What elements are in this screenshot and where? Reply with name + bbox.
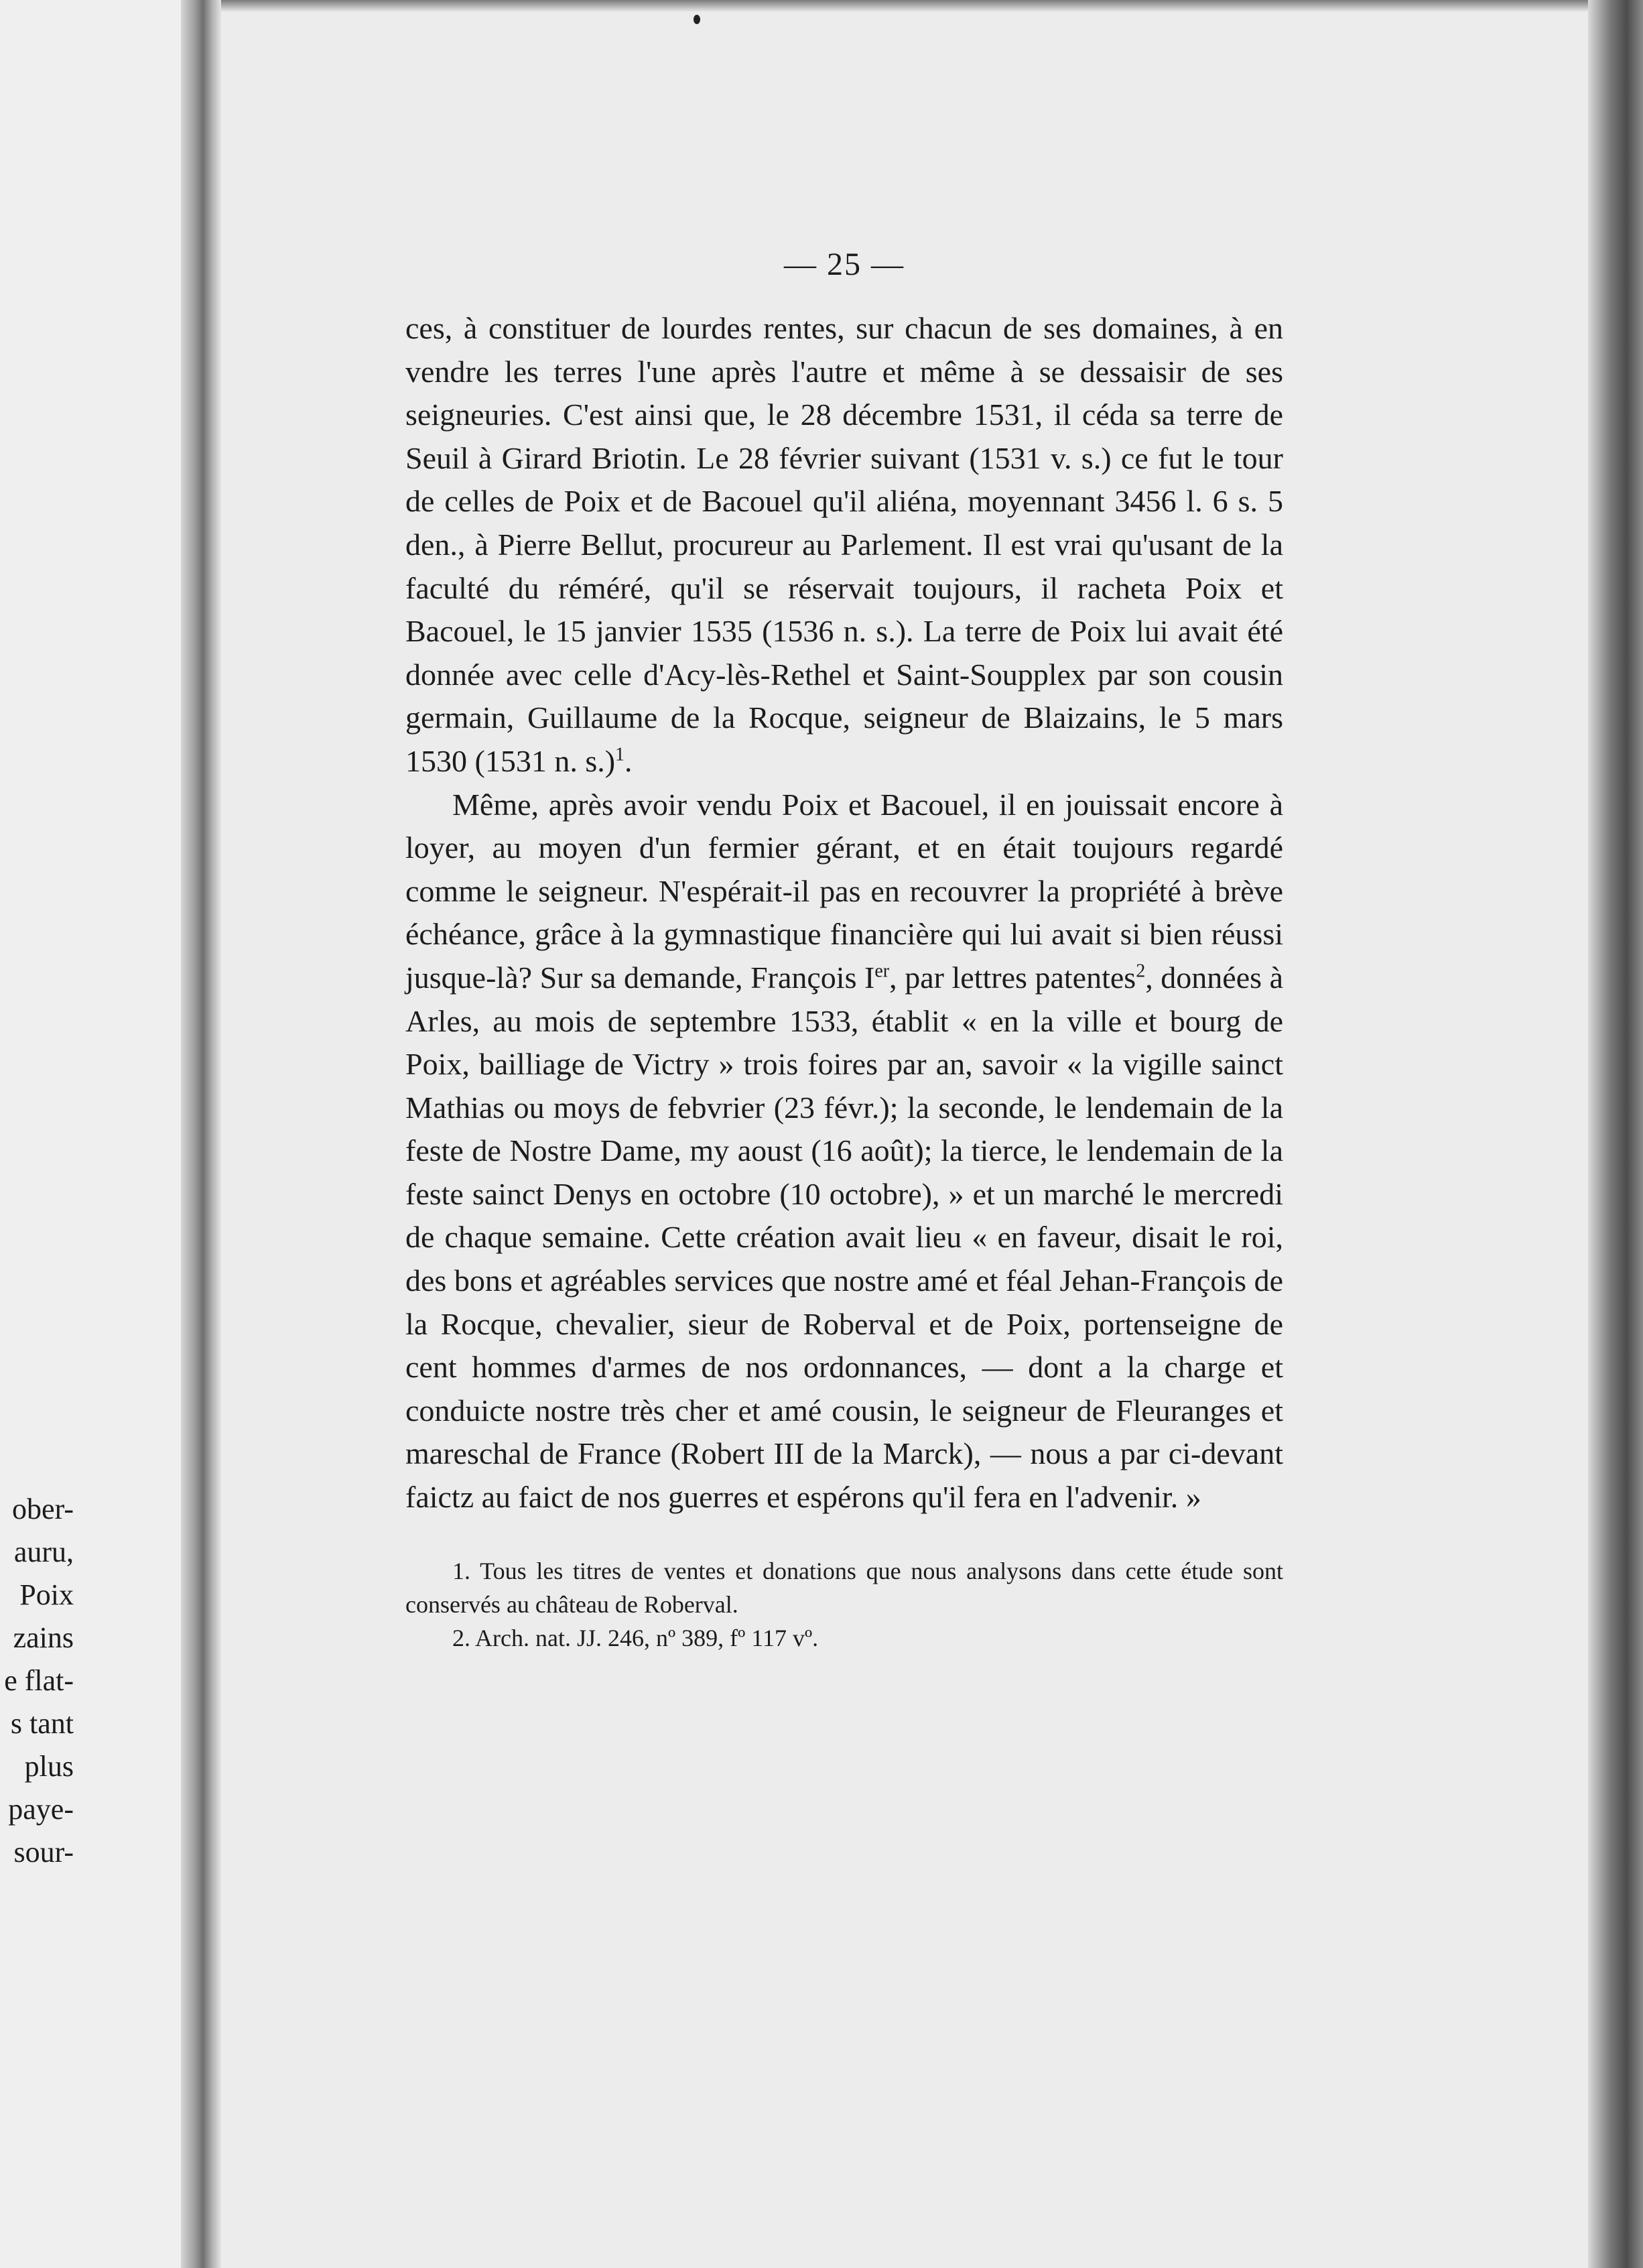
paragraph-text: , données à Arles, au mois de septembre 1533, établit « en la ville et bourg de Poix, bailliage de Victry » trois foires par an, savoir « la vigille sainct Mathias ou moys de febvrier (23 févr.); la seconde, le lendemain de la feste de Nostre Dame, my aoust (16 août); la tierce, le lendemain de la feste sainct Denys en octobre (10 octobre), » et un marché le mercredi de chaque semaine. Cette création avait lieu « en faveur, disait le roi, des bons et agréables services que nostre amé et féal Jehan-François de la Rocque, chevalier, sieur de Roberval et de Poix, portenseigne de cent hommes d'armes de nos ordonnances, — dont a la charge et conduicte nostre très cher et amé cousin, le seigneur de Fleuranges et mareschal de France (Robert III de la Marck), — nous a par ci-devant faictz au faict de nos guerres et espérons qu'il fera en l'advenir. » — [405, 960, 1283, 1515]
footnote: 1. Tous les titres de ventes et donations que nous analysons dans cette étude sont conservés au château de Roberval. — [405, 1557, 1283, 1618]
paragraph-text: , par lettres patentes — [889, 960, 1136, 995]
page-number: — 25 — — [784, 247, 905, 282]
page-right-edge — [1588, 0, 1643, 2268]
book-gutter — [181, 0, 221, 2268]
ink-mark — [694, 15, 700, 24]
previous-page-line: sour- — [13, 1836, 74, 1869]
footnote-ref: 2 — [1136, 960, 1146, 982]
previous-page-line: e flat- — [4, 1664, 74, 1697]
previous-page-text — [0, 1488, 74, 1874]
paragraph-text: ces, à constituer de lourdes rentes, sur chacun de ses domaines, à en vendre les terres l'une après l'autre et même à se dessaisir de ses seigneuries. C'est ainsi que, le 28 décembre 1531, il céda sa terre de Seuil à Girard Briotin. Le 28 février suivant (1531 v. s.) ce fut le tour de celles de Poix et de Bacouel qu'il aliéna, moyennant 3456 l. 6 s. 5 den., à Pierre Bellut, procureur au Parlement. Il est vrai qu'usant de la faculté du réméré, qu'il se réservait toujours, il racheta Poix et Bacouel, le 15 janvier 1535 (1536 n. s.). La terre de Poix lui avait été donnée avec celle d'Acy-lès-Rethel et Saint-Soupplex par son cousin germain, Guillaume de la Rocque, seigneur de Blaizains, le 5 mars 1530 (1531 n. s.) — [405, 311, 1283, 778]
previous-page-line: auru, — [13, 1535, 74, 1568]
footnote-ref: 1 — [615, 744, 625, 765]
page-top-edge — [221, 0, 1588, 12]
previous-page-line: ober- — [12, 1493, 74, 1525]
previous-page-line: plus — [24, 1750, 74, 1783]
previous-page-line: s tant — [10, 1707, 74, 1740]
previous-page-line: zains — [13, 1621, 74, 1654]
paragraph — [405, 783, 1283, 1519]
footnote: 2. Arch. nat. JJ. 246, nº 389, fº 117 vº. — [452, 1624, 819, 1651]
previous-page-line: Poix — [19, 1578, 74, 1611]
superscript: er — [874, 960, 890, 982]
paragraph: ces, à constituer de lourdes rentes, sur chacun de ses domaines, à en vendre les terres l'une après l'autre et même à se dessaisir de ses seigneuries. C'est ainsi que, le 28 décembre 1531, il céda sa terre de Seuil à Girard Briotin. Le 28 février suivant (1531 v. s.) ce fut le tour de celles de Poix et de Bacouel qu'il aliéna, moyennant 3456 l. 6 s. 5 den., à Pierre Bellut, procureur au Parlement. Il est vrai qu'usant de la faculté du réméré, qu'il se réservait toujours, il racheta Poix et Bacouel, le 15 janvier 1535 (1536 n. s.). La terre de Poix lui avait été donnée avec celle d'Acy-lès-Rethel et Saint-Soupplex par son cousin germain, Guillaume de la Rocque, seigneur de Blaizains, le 5 mars 1530 (1531 n. s.)$^1$. — [405, 311, 1283, 778]
footnotes — [405, 1554, 1283, 1655]
text-block — [405, 241, 1283, 1655]
body-text — [405, 307, 1283, 1519]
paragraph-text: Même, après avoir vendu Poix et Bacouel, il en jouissait encore à loyer, au moyen d'un fermier gérant, et en était toujours regardé comme le seigneur. N'espérait-il pas en recouvrer la propriété à brève échéance, grâce à la gymnastique financière qui lui avait si bien réussi jusque-là? Sur sa demande, François I — [405, 787, 1283, 995]
previous-page-line: paye- — [8, 1793, 74, 1826]
previous-page-fragment — [0, 0, 194, 2268]
